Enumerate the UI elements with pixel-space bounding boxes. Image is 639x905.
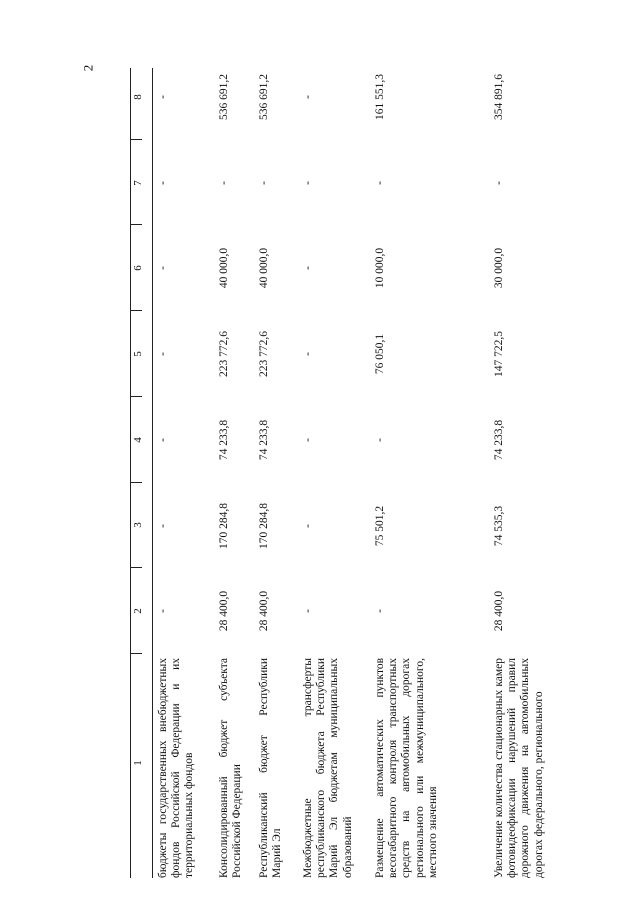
row-value: - bbox=[302, 609, 314, 613]
row-value: 223 772,6 bbox=[218, 331, 230, 377]
column-header-1: 1 bbox=[132, 760, 144, 766]
column-separator bbox=[130, 482, 142, 483]
row-value: 28 400,0 bbox=[258, 590, 270, 632]
row-value: 223 772,6 bbox=[258, 331, 270, 377]
row-value: 30 000,0 bbox=[493, 247, 505, 289]
row-value: 170 284,8 bbox=[258, 503, 270, 549]
budget-table bbox=[130, 68, 600, 878]
row-value: 74 233,8 bbox=[218, 419, 230, 461]
row-value: - bbox=[374, 438, 386, 442]
row-value: 74 233,8 bbox=[258, 419, 270, 461]
row-value: - bbox=[218, 181, 230, 185]
row-value: - bbox=[157, 266, 169, 270]
column-header-4: 4 bbox=[132, 437, 144, 443]
column-separator bbox=[130, 139, 142, 140]
row-value: - bbox=[302, 181, 314, 185]
row-value: 161 551,3 bbox=[374, 74, 386, 120]
row-label: Республиканский бюджет Республики Марий Эл bbox=[258, 658, 284, 878]
row-value: - bbox=[157, 95, 169, 99]
row-value: - bbox=[302, 524, 314, 528]
row-value: - bbox=[157, 609, 169, 613]
row-value: - bbox=[157, 438, 169, 442]
row-value: 10 000,0 bbox=[374, 247, 386, 289]
column-header-5: 5 bbox=[132, 351, 144, 357]
row-value: 170 284,8 bbox=[218, 503, 230, 549]
row-label: Размещение автоматических пунктов весогабаритного контроля транспортных средств на автомобильных дорогах регионального или межмуниципального, местного значения bbox=[374, 658, 439, 878]
row-value: - bbox=[157, 181, 169, 185]
row-label: бюджеты государственных внебюджетных фондов Российской Федерации и их территориальных фондов bbox=[157, 658, 196, 878]
column-header-8: 8 bbox=[132, 94, 144, 100]
column-header-3: 3 bbox=[132, 522, 144, 528]
column-header-2: 2 bbox=[132, 608, 144, 614]
row-value: 28 400,0 bbox=[218, 590, 230, 632]
row-value: 536 691,2 bbox=[258, 74, 270, 120]
row-value: - bbox=[374, 181, 386, 185]
column-separator bbox=[130, 224, 142, 225]
row-value: - bbox=[302, 352, 314, 356]
row-label: Увеличение количества стационарных камер фотовидеофиксации нарушений правил дорожного движения на автомобильных дорогах федерального, регионального bbox=[493, 658, 545, 878]
row-value: 147 722,5 bbox=[493, 331, 505, 377]
row-value: 536 691,2 bbox=[218, 74, 230, 120]
column-separator bbox=[130, 567, 142, 568]
column-header-7: 7 bbox=[132, 180, 144, 186]
row-value: 28 400,0 bbox=[493, 590, 505, 632]
row-value: - bbox=[302, 95, 314, 99]
column-separator bbox=[130, 653, 142, 654]
column-separator bbox=[130, 396, 142, 397]
row-value: - bbox=[493, 181, 505, 185]
page-number: 2 bbox=[80, 64, 96, 72]
row-value: 354 891,6 bbox=[493, 74, 505, 120]
row-value: - bbox=[302, 438, 314, 442]
row-value: 75 501,2 bbox=[374, 505, 386, 547]
row-value: - bbox=[157, 352, 169, 356]
row-label: Межбюджетные трансферты республиканского бюджета Республики Марий Эл бюджетам муниципальных образований bbox=[302, 658, 354, 878]
row-value: 74 535,3 bbox=[493, 505, 505, 547]
row-value: 40 000,0 bbox=[218, 247, 230, 289]
column-separator bbox=[130, 310, 142, 311]
row-value: - bbox=[157, 524, 169, 528]
row-value: 74 233,8 bbox=[493, 419, 505, 461]
row-value: - bbox=[302, 266, 314, 270]
row-value: 40 000,0 bbox=[258, 247, 270, 289]
table-header-rule bbox=[152, 68, 153, 878]
table-top-rule bbox=[130, 68, 131, 878]
row-value: - bbox=[374, 609, 386, 613]
column-header-6: 6 bbox=[132, 265, 144, 271]
row-value: 76 050,1 bbox=[374, 333, 386, 375]
row-value: - bbox=[258, 181, 270, 185]
row-label: Консолидированный бюджет субъекта Российской Федерации bbox=[218, 658, 244, 878]
